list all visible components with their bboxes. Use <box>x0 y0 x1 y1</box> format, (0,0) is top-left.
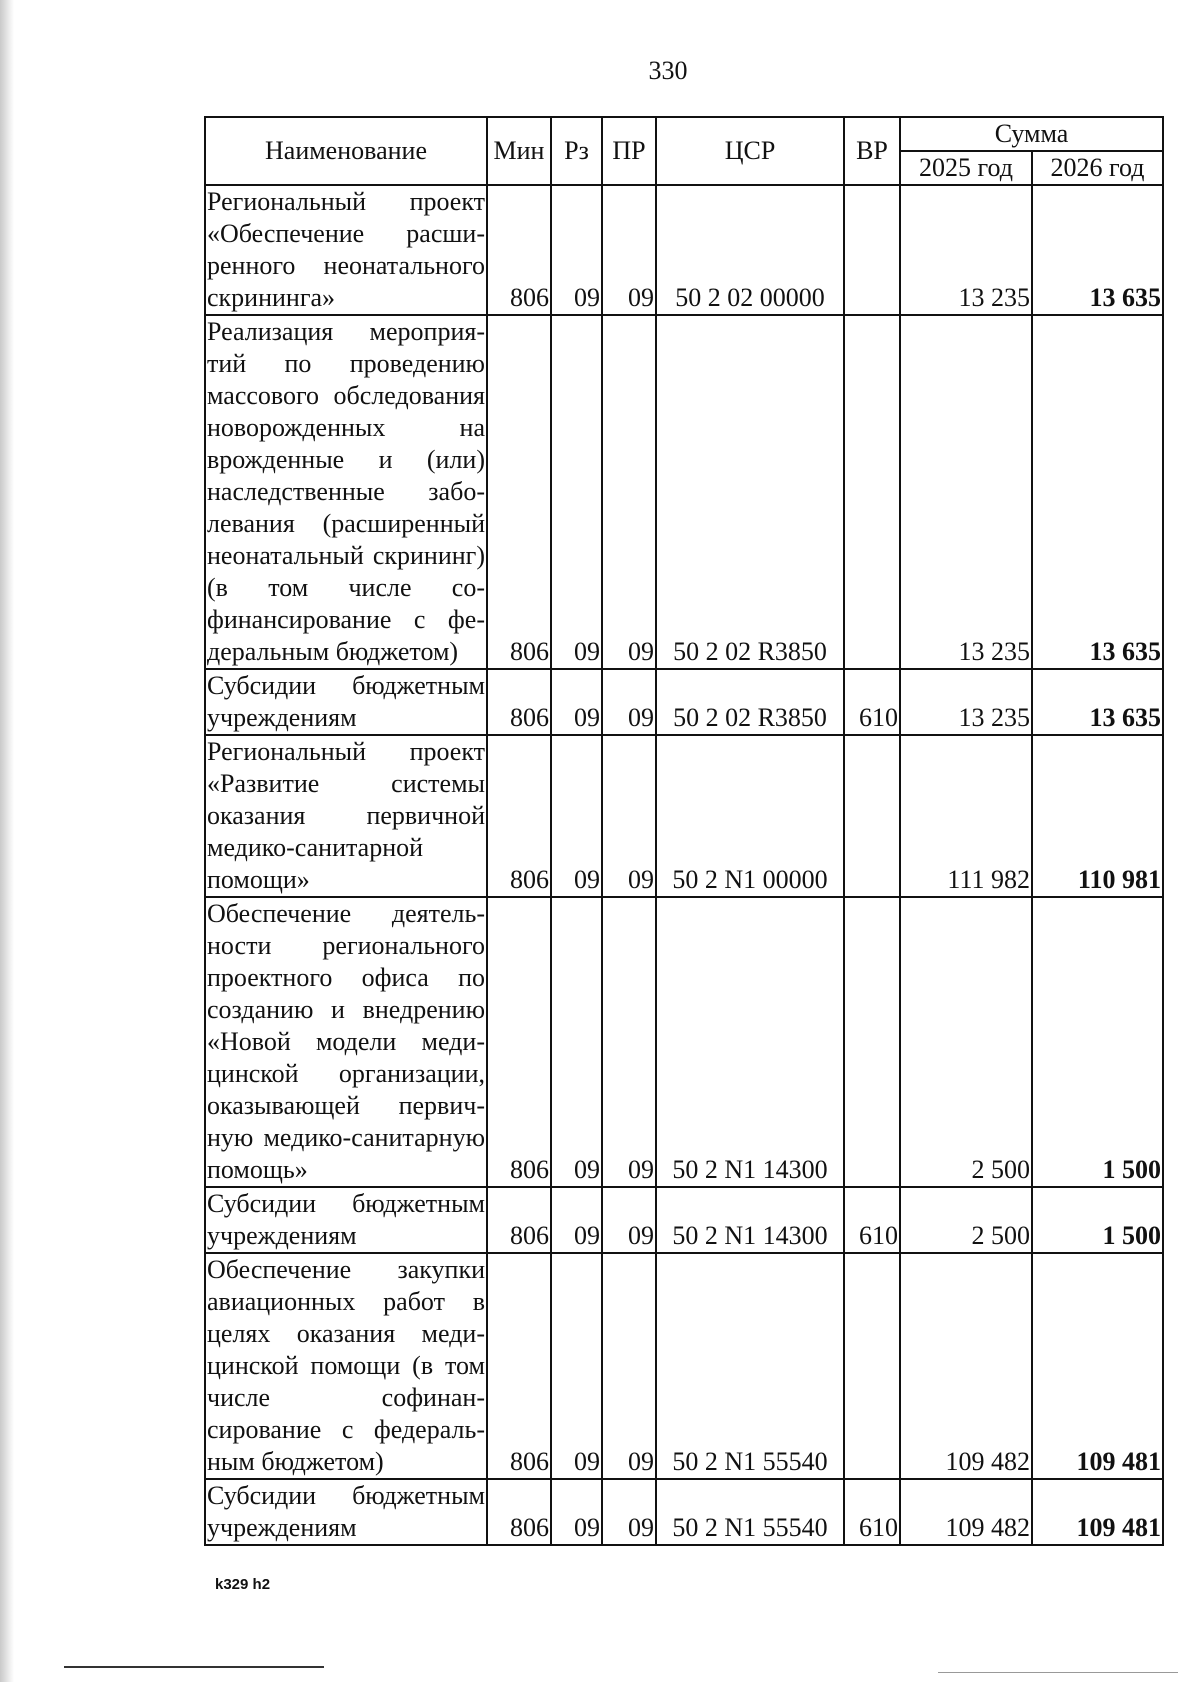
row-csr: 50 2 N1 55540 <box>656 1479 844 1545</box>
row-vr <box>844 185 900 315</box>
header-vr: ВР <box>844 117 900 185</box>
row-vr <box>844 897 900 1187</box>
row-sum-2025: 109 482 <box>900 1479 1032 1545</box>
header-pr: ПР <box>602 117 656 185</box>
row-sum-2026: 1 500 <box>1032 1187 1163 1253</box>
page-number: 330 <box>648 56 688 85</box>
row-name: Субсидии бюджетным учреждениям <box>205 1479 487 1545</box>
header-csr: ЦСР <box>656 117 844 185</box>
row-vr <box>844 315 900 669</box>
table-row <box>205 315 1163 669</box>
table-row <box>205 1479 1163 1545</box>
row-rz: 09 <box>551 185 602 315</box>
row-sum-2025: 13 235 <box>900 315 1032 669</box>
row-name: Обеспечение деятельности регионального проектного офиса по созданию и внедрению «Новой модели медицинской организации, оказывающей первичную медико-санитарную помощь» <box>205 897 487 1187</box>
row-vr <box>844 735 900 897</box>
table-body <box>205 185 1163 1545</box>
row-pr: 09 <box>602 315 656 669</box>
header-min: Мин <box>487 117 551 185</box>
row-rz: 09 <box>551 1187 602 1253</box>
row-min: 806 <box>487 1479 551 1545</box>
row-pr: 09 <box>602 669 656 735</box>
row-csr: 50 2 02 R3850 <box>656 315 844 669</box>
budget-table <box>204 116 1164 1546</box>
row-rz: 09 <box>551 1253 602 1479</box>
row-sum-2026: 1 500 <box>1032 897 1163 1187</box>
row-name: Обеспечение закупки авиационных работ в целях оказания медицинской помощи (в том числе софинансирование с федеральным бюджетом) <box>205 1253 487 1479</box>
table-row <box>205 185 1163 315</box>
row-sum-2025: 2 500 <box>900 897 1032 1187</box>
bottom-rule-right <box>938 1672 1178 1673</box>
row-min: 806 <box>487 315 551 669</box>
row-sum-2025: 13 235 <box>900 185 1032 315</box>
row-name: Региональный проект «Развитие системы оказания первичной медико-санитарной помощи» <box>205 735 487 897</box>
row-csr: 50 2 02 R3850 <box>656 669 844 735</box>
table-row <box>205 735 1163 897</box>
row-min: 806 <box>487 897 551 1187</box>
row-sum-2025: 109 482 <box>900 1253 1032 1479</box>
header-sum: Сумма <box>900 117 1163 151</box>
row-min: 806 <box>487 735 551 897</box>
row-rz: 09 <box>551 315 602 669</box>
row-vr: 610 <box>844 1187 900 1253</box>
row-pr: 09 <box>602 897 656 1187</box>
header-name: Наименование <box>205 117 487 185</box>
row-pr: 09 <box>602 1479 656 1545</box>
scan-edge-shadow <box>0 0 14 1682</box>
header-rz: Рз <box>551 117 602 185</box>
header-year-2025: 2025 год <box>900 151 1032 185</box>
row-vr: 610 <box>844 1479 900 1545</box>
row-min: 806 <box>487 1253 551 1479</box>
row-rz: 09 <box>551 669 602 735</box>
row-sum-2026: 109 481 <box>1032 1253 1163 1479</box>
table-row <box>205 1253 1163 1479</box>
row-pr: 09 <box>602 1253 656 1479</box>
row-name: Региональный проект «Обеспечение расширенного неонатального скрининга» <box>205 185 487 315</box>
row-min: 806 <box>487 669 551 735</box>
table-row <box>205 1187 1163 1253</box>
row-name: Субсидии бюджетным учреждениям <box>205 1187 487 1253</box>
row-pr: 09 <box>602 1187 656 1253</box>
row-name: Реализация мероприятий по проведению массового обследования новорожденных на врожденные и (или) наследственные заболевания (расширенный неонатальный скрининг) (в том числе софинансирование с федеральным бюджетом) <box>205 315 487 669</box>
bottom-rule <box>64 1666 324 1668</box>
row-pr: 09 <box>602 735 656 897</box>
row-name: Субсидии бюджетным учреждениям <box>205 669 487 735</box>
table-row <box>205 669 1163 735</box>
row-vr <box>844 1253 900 1479</box>
row-csr: 50 2 N1 00000 <box>656 735 844 897</box>
row-sum-2026: 13 635 <box>1032 315 1163 669</box>
row-csr: 50 2 N1 55540 <box>656 1253 844 1479</box>
row-csr: 50 2 N1 14300 <box>656 1187 844 1253</box>
row-rz: 09 <box>551 897 602 1187</box>
footer-code: k329 h2 <box>215 1576 271 1593</box>
row-min: 806 <box>487 1187 551 1253</box>
table-row <box>205 897 1163 1187</box>
row-rz: 09 <box>551 1479 602 1545</box>
row-sum-2025: 13 235 <box>900 669 1032 735</box>
row-sum-2026: 13 635 <box>1032 185 1163 315</box>
row-sum-2026: 109 481 <box>1032 1479 1163 1545</box>
row-sum-2025: 2 500 <box>900 1187 1032 1253</box>
row-csr: 50 2 02 00000 <box>656 185 844 315</box>
row-rz: 09 <box>551 735 602 897</box>
row-csr: 50 2 N1 14300 <box>656 897 844 1187</box>
row-min: 806 <box>487 185 551 315</box>
row-vr: 610 <box>844 669 900 735</box>
header-year-2026: 2026 год <box>1032 151 1163 185</box>
row-pr: 09 <box>602 185 656 315</box>
row-sum-2026: 13 635 <box>1032 669 1163 735</box>
row-sum-2025: 111 982 <box>900 735 1032 897</box>
row-sum-2026: 110 981 <box>1032 735 1163 897</box>
